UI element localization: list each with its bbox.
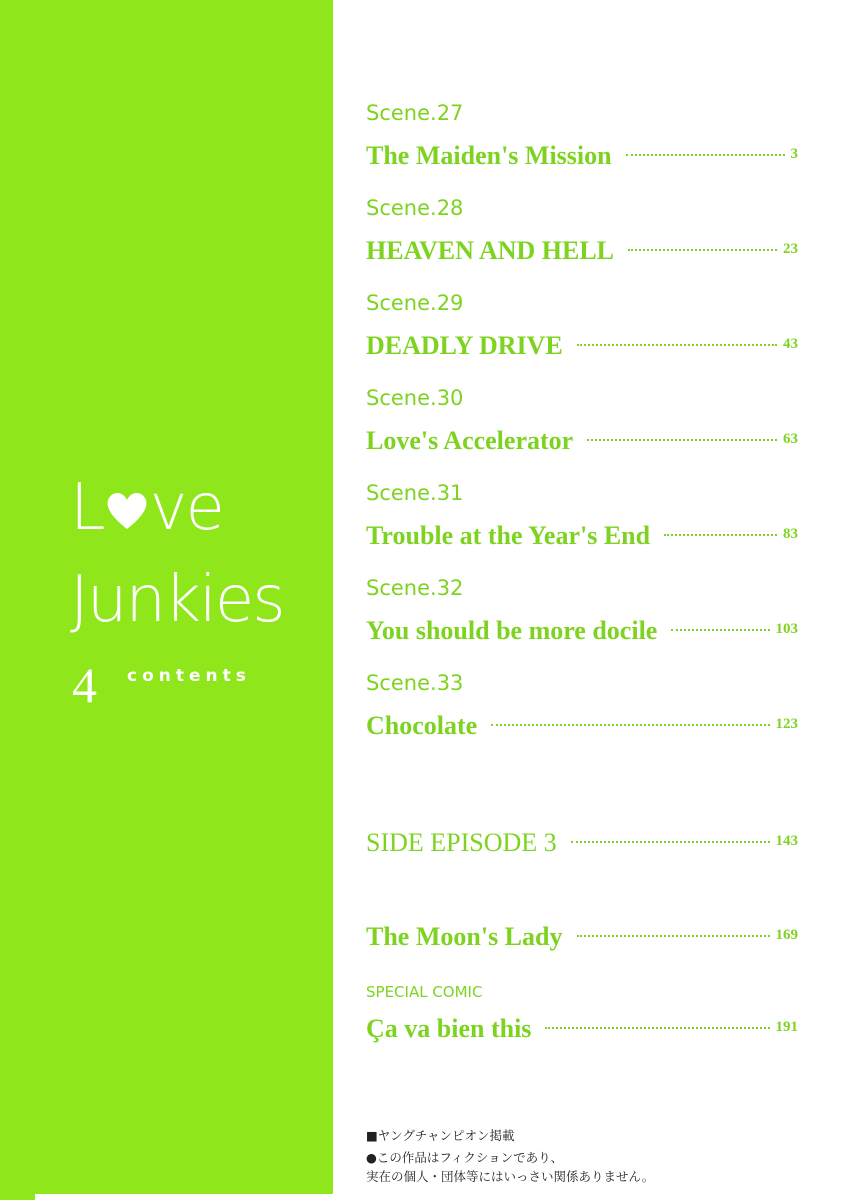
cover-panel — [0, 0, 333, 1200]
leader-dots — [577, 344, 777, 346]
toc-page: 191 — [775, 1019, 798, 1035]
leader-dots — [545, 1027, 769, 1029]
leader-dots — [628, 249, 777, 251]
logo-title-love — [70, 471, 223, 545]
special-comic-label: SPECIAL COMIC — [366, 983, 483, 1001]
toc-title: Love's Accelerator — [366, 426, 574, 455]
logo-title-junkies: Junkies — [70, 563, 284, 637]
toc-page: 83 — [783, 526, 798, 542]
leader-dots — [664, 534, 777, 536]
toc-entry[interactable] — [366, 713, 798, 739]
toc-entry[interactable] — [366, 618, 798, 644]
toc-entry-moons-lady[interactable] — [366, 924, 798, 950]
heart-icon — [105, 489, 149, 531]
volume-number: 4 — [72, 657, 97, 713]
toc-title: Trouble at the Year's End — [366, 521, 651, 550]
toc-title: Ça va bien this — [366, 1014, 532, 1043]
toc-page: 169 — [775, 927, 798, 943]
toc-title: The Maiden's Mission — [366, 141, 612, 170]
leader-dots — [587, 439, 777, 441]
toc-page: 123 — [775, 716, 798, 732]
toc-entry[interactable] — [366, 523, 798, 549]
scene-label: Scene.32 — [366, 576, 464, 600]
scene-label: Scene.27 — [366, 101, 464, 125]
toc-entry-side-episode[interactable] — [366, 830, 798, 856]
disclaimer-line2: 実在の個人・団体等にはいっさい関係ありません。 — [366, 1169, 655, 1184]
scene-label: Scene.28 — [366, 196, 464, 220]
toc-title: You should be more docile — [366, 616, 658, 645]
logo-letter-l: L — [70, 471, 104, 545]
divider — [35, 1194, 333, 1200]
toc-entry[interactable] — [366, 333, 798, 359]
leader-dots — [491, 724, 769, 726]
leader-dots — [577, 935, 770, 937]
toc-title: SIDE EPISODE 3 — [366, 828, 557, 857]
toc-entry-special[interactable] — [366, 1016, 798, 1042]
toc-title: Chocolate — [366, 711, 478, 740]
scene-label: Scene.31 — [366, 481, 464, 505]
toc-entry[interactable] — [366, 238, 798, 264]
leader-dots — [626, 154, 785, 156]
toc-title: The Moon's Lady — [366, 922, 563, 951]
toc-title: HEAVEN AND HELL — [366, 236, 615, 265]
toc-entry[interactable] — [366, 143, 798, 169]
toc-title: DEADLY DRIVE — [366, 331, 563, 360]
scene-label: Scene.29 — [366, 291, 464, 315]
toc-page: 23 — [783, 241, 798, 257]
toc-page: 143 — [775, 833, 798, 849]
disclaimer-line1: ●この作品はフィクションであり、 — [366, 1150, 564, 1165]
leader-dots — [571, 841, 770, 843]
scene-label: Scene.30 — [366, 386, 464, 410]
leader-dots — [671, 629, 769, 631]
toc-page: 43 — [783, 336, 798, 352]
publication-note: ■ヤングチャンピオン掲載 — [366, 1128, 515, 1143]
toc-page: 103 — [775, 621, 798, 637]
toc-entry[interactable] — [366, 428, 798, 454]
scene-label: Scene.33 — [366, 671, 464, 695]
logo-letters-ve: ve — [149, 471, 223, 545]
volume-word: contents — [127, 666, 251, 686]
toc-page: 3 — [790, 146, 798, 162]
toc-page: 63 — [783, 431, 798, 447]
